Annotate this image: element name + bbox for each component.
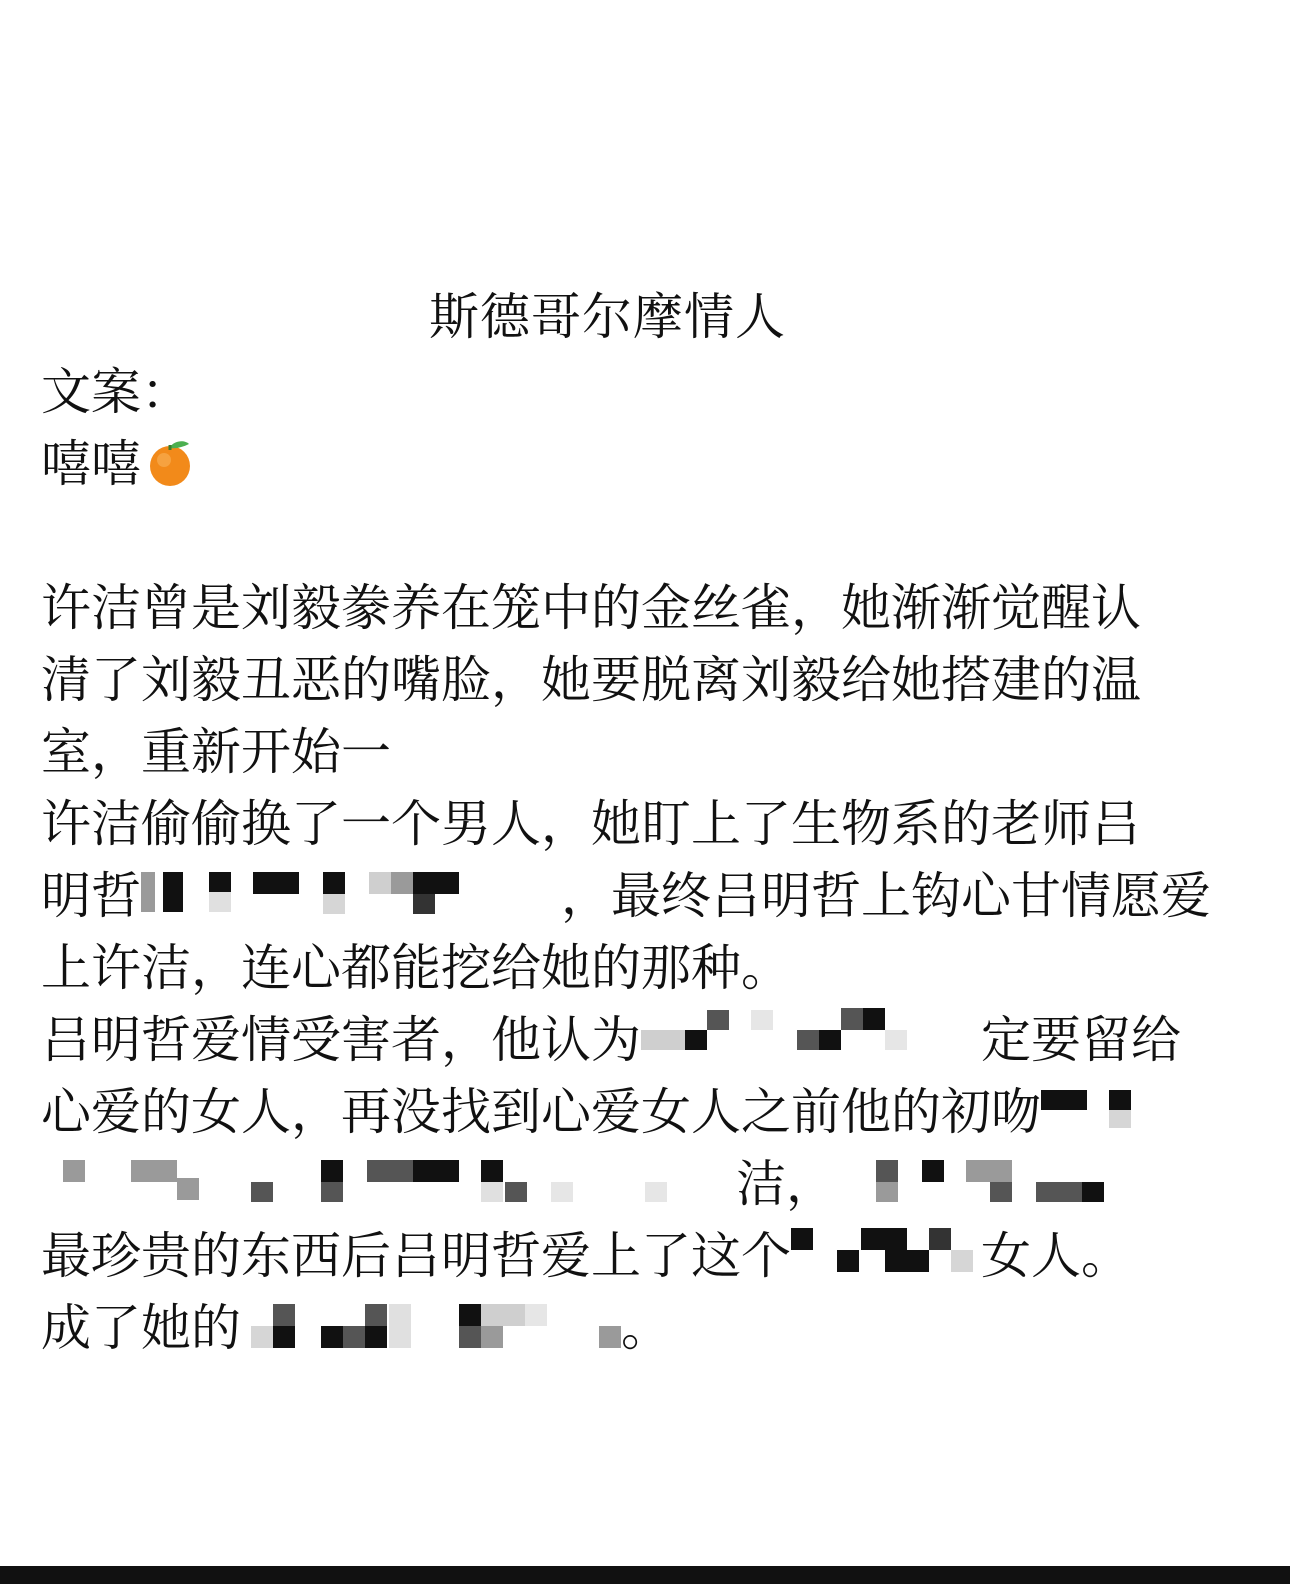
tangerine-icon	[145, 438, 195, 488]
paragraph-text: 清了刘毅丑恶的嘴脸，她要脱离刘毅给她搭建的温	[41, 651, 1141, 709]
paragraph-line-3	[41, 716, 1211, 788]
paragraph-text: 许洁曾是刘毅豢养在笼中的金丝雀，她渐渐觉醒认	[41, 579, 1141, 637]
copy-label-line	[41, 356, 1211, 428]
paragraph-line-4	[41, 788, 1211, 860]
paragraph-text: 明哲	[41, 867, 141, 925]
paragraph-line-10	[41, 1220, 1211, 1292]
paragraph-line-7	[41, 1004, 1211, 1076]
document-body	[41, 356, 1211, 1364]
paragraph-text: 室，重新开始一	[41, 723, 391, 781]
censor-mosaic	[41, 1148, 736, 1220]
censor-mosaic	[241, 1292, 621, 1364]
paragraph-line-11	[41, 1292, 1211, 1364]
blank-line	[41, 500, 1211, 572]
paragraph-text: 。	[621, 1299, 671, 1357]
paragraph-line-5	[41, 860, 1211, 932]
copy-label: 文案：	[41, 363, 191, 421]
censor-mosaic	[1041, 1076, 1131, 1148]
paragraph-line-9	[41, 1148, 1211, 1220]
document-title: 斯德哥尔摩情人	[429, 288, 786, 346]
bottom-bar	[0, 1566, 1290, 1584]
paragraph-text: ，最终吕明哲上钩心甘情愿爱	[561, 867, 1211, 925]
censor-mosaic	[791, 1220, 981, 1292]
censor-mosaic	[141, 860, 561, 932]
paragraph-text: 心爱的女人，再没找到心爱女人之前他的初吻	[41, 1083, 1041, 1141]
censor-mosaic	[836, 1148, 1176, 1220]
paragraph-line-6	[41, 932, 1211, 1004]
greeting-text: 嘻嘻	[41, 435, 141, 493]
paragraph-text: 女人。	[981, 1227, 1131, 1285]
paragraph-text: 洁，	[736, 1155, 836, 1213]
paragraph-text: 上许洁，连心都能挖给她的那种。	[41, 939, 791, 997]
paragraph-text: 最珍贵的东西后吕明哲爱上了这个	[41, 1227, 791, 1285]
greeting-line	[41, 428, 1211, 500]
paragraph-line-8	[41, 1076, 1211, 1148]
paragraph-text: 许洁偷偷换了一个男人，她盯上了生物系的老师吕	[41, 795, 1141, 853]
censor-mosaic	[641, 1004, 981, 1076]
paragraph-line-1	[41, 572, 1211, 644]
paragraph-text: 成了她的	[41, 1299, 241, 1357]
paragraph-text: 定要留给	[981, 1011, 1181, 1069]
paragraph-line-2	[41, 644, 1211, 716]
paragraph-text: 吕明哲爱情受害者，他认为	[41, 1011, 641, 1069]
